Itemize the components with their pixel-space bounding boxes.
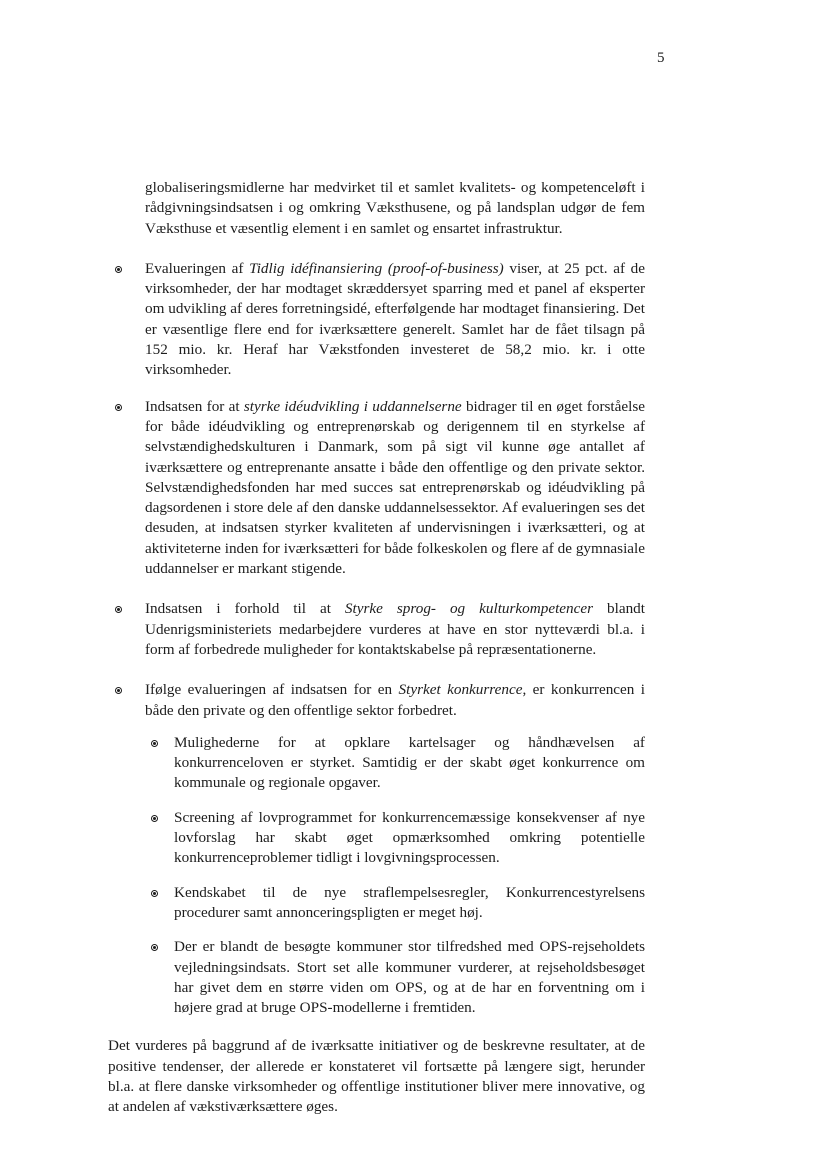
sub-bullet-item	[174, 937, 645, 1018]
continuation-paragraph: globaliseringsmidlerne har medvirket til et samlet kvalitets- og kompetenceløft i rådgivningsindsatsen i og omkring Væksthusene, og på landsplan udgør de fem Væksthuse et væsentlig element i en samlet og ensartet infrastruktur.	[145, 179, 645, 237]
bullet-icon	[115, 266, 122, 273]
bullet-list	[108, 259, 645, 1019]
conclusion-paragraph: Det vurderes på baggrund af de iværksatte initiativer og de beskrevne resultater, at de positive tendenser, der allerede er konstateret vil fortsætte på længere sigt, herunder bl.a. at flere danske virksomheder og offentlige institutioner bliver mere innovative, og at andelen af vækstiværksættere øges.	[108, 1037, 645, 1116]
bullet-text-post: , er konkurrencen i både den private og den offentlige sektor forbedret.	[145, 681, 645, 719]
bullet-item-ideudvikling	[145, 397, 645, 580]
sub-bullet-icon	[151, 740, 158, 747]
sub-bullet-icon	[151, 890, 158, 897]
bullet-item-tidlig-idefinansiering	[145, 259, 645, 381]
bullet-text-pre: Indsatsen for at	[145, 397, 244, 415]
sub-bullet-text: Der er blandt de besøgte kommuner stor tilfredshed med OPS-rejseholdets vejledningsindsats. Stort set alle kommuner vurderer, at rejseholdsbesøget har givet dem en større viden om OPS, og at de har en forventning om i højere grad at bruge OPS-modellerne i fremtiden.	[174, 938, 645, 1017]
document-body	[108, 178, 645, 1118]
page-number: 5	[657, 50, 665, 66]
sub-bullet-item	[174, 733, 645, 794]
bullet-text-pre: Evalueringen af	[145, 259, 250, 277]
bullet-text-emphasis: Styrket konkurrence	[398, 681, 523, 699]
bullet-text-emphasis: Tidlig idéfinansiering (proof-of-business)	[249, 259, 504, 277]
sub-bullet-item	[174, 883, 645, 924]
bullet-icon	[115, 687, 122, 694]
sub-bullet-text: Screening af lovprogrammet for konkurrencemæssige konsekvenser af nye lovforslag har skabt øget opmærksomhed omkring potentielle konkurrenceproblemer tidligt i lovgivningsprocessen.	[174, 808, 645, 867]
bullet-text-emphasis: Styrke sprog- og kulturkompetencer	[344, 600, 594, 618]
sub-bullet-item	[174, 808, 645, 869]
sub-bullet-text: Kendskabet til de nye straflempelsesregler, Konkurrencestyrelsens procedurer samt annonceringspligten er meget høj.	[174, 883, 645, 921]
sub-bullet-text: Mulighederne for at opklare kartelsager og håndhævelsen af konkurrenceloven er styrket. Samtidig er der skabt øget konkurrence om kommunale og regionale opgaver.	[174, 733, 645, 792]
bullet-text-pre: Ifølge evalueringen af indsatsen for en	[145, 681, 399, 699]
bullet-text-post: bidrager til en øget forståelse for både idéudvikling og entreprenørskab og derigennem til en styrkelse af selvstændighedskulturen i Danmark, som på sigt vil kunne øge antallet af iværksættere og entreprenante ansatte i både den offentlige og den private sektor. Selvstændighedsfonden har med succes sat entreprenørskab og idéudvikling på dagsordenen i store dele af den danske uddannelsessektor. Af evalueringen ses det desuden, at indsatsen styrker kvaliteten af undervisningen i iværksætteri, og at aktiviteterne inden for iværksætteri for både folkeskolen og flere af de gymnasiale uddannelser er markant stigende.	[145, 397, 646, 578]
bullet-text-post: viser, at 25 pct. af de virksomheder, der har modtaget skræddersyet sparring med et panel af eksperter om udvikling af deres forretningsidé, efterfølgende har modtaget finansiering. Det er væsentlige flere end for iværksættere generelt. Samlet har de fået tilsagn på 152 mio. kr. Heraf har Vækstfonden investeret de 58,2 mio. kr. i otte virksomheder.	[145, 259, 646, 379]
bullet-text-emphasis: styrke idéudvikling i uddannelserne	[243, 397, 462, 415]
bullet-icon	[115, 606, 122, 613]
bullet-item-sprog-kultur	[145, 599, 645, 660]
sub-bullet-icon	[151, 815, 158, 822]
sub-bullet-list	[145, 733, 645, 1019]
bullet-icon	[115, 404, 122, 411]
bullet-text-pre: Indsatsen i forhold til at	[145, 600, 345, 618]
bullet-text-post: blandt Udenrigsministeriets medarbejdere vurderes at have en stor nytteværdi bl.a. i form af forbedrede muligheder for kontaktskabelse på repræsentationerne.	[145, 600, 645, 658]
sub-bullet-icon	[151, 944, 158, 951]
bullet-item-styrket-konkurrence	[145, 680, 645, 1018]
